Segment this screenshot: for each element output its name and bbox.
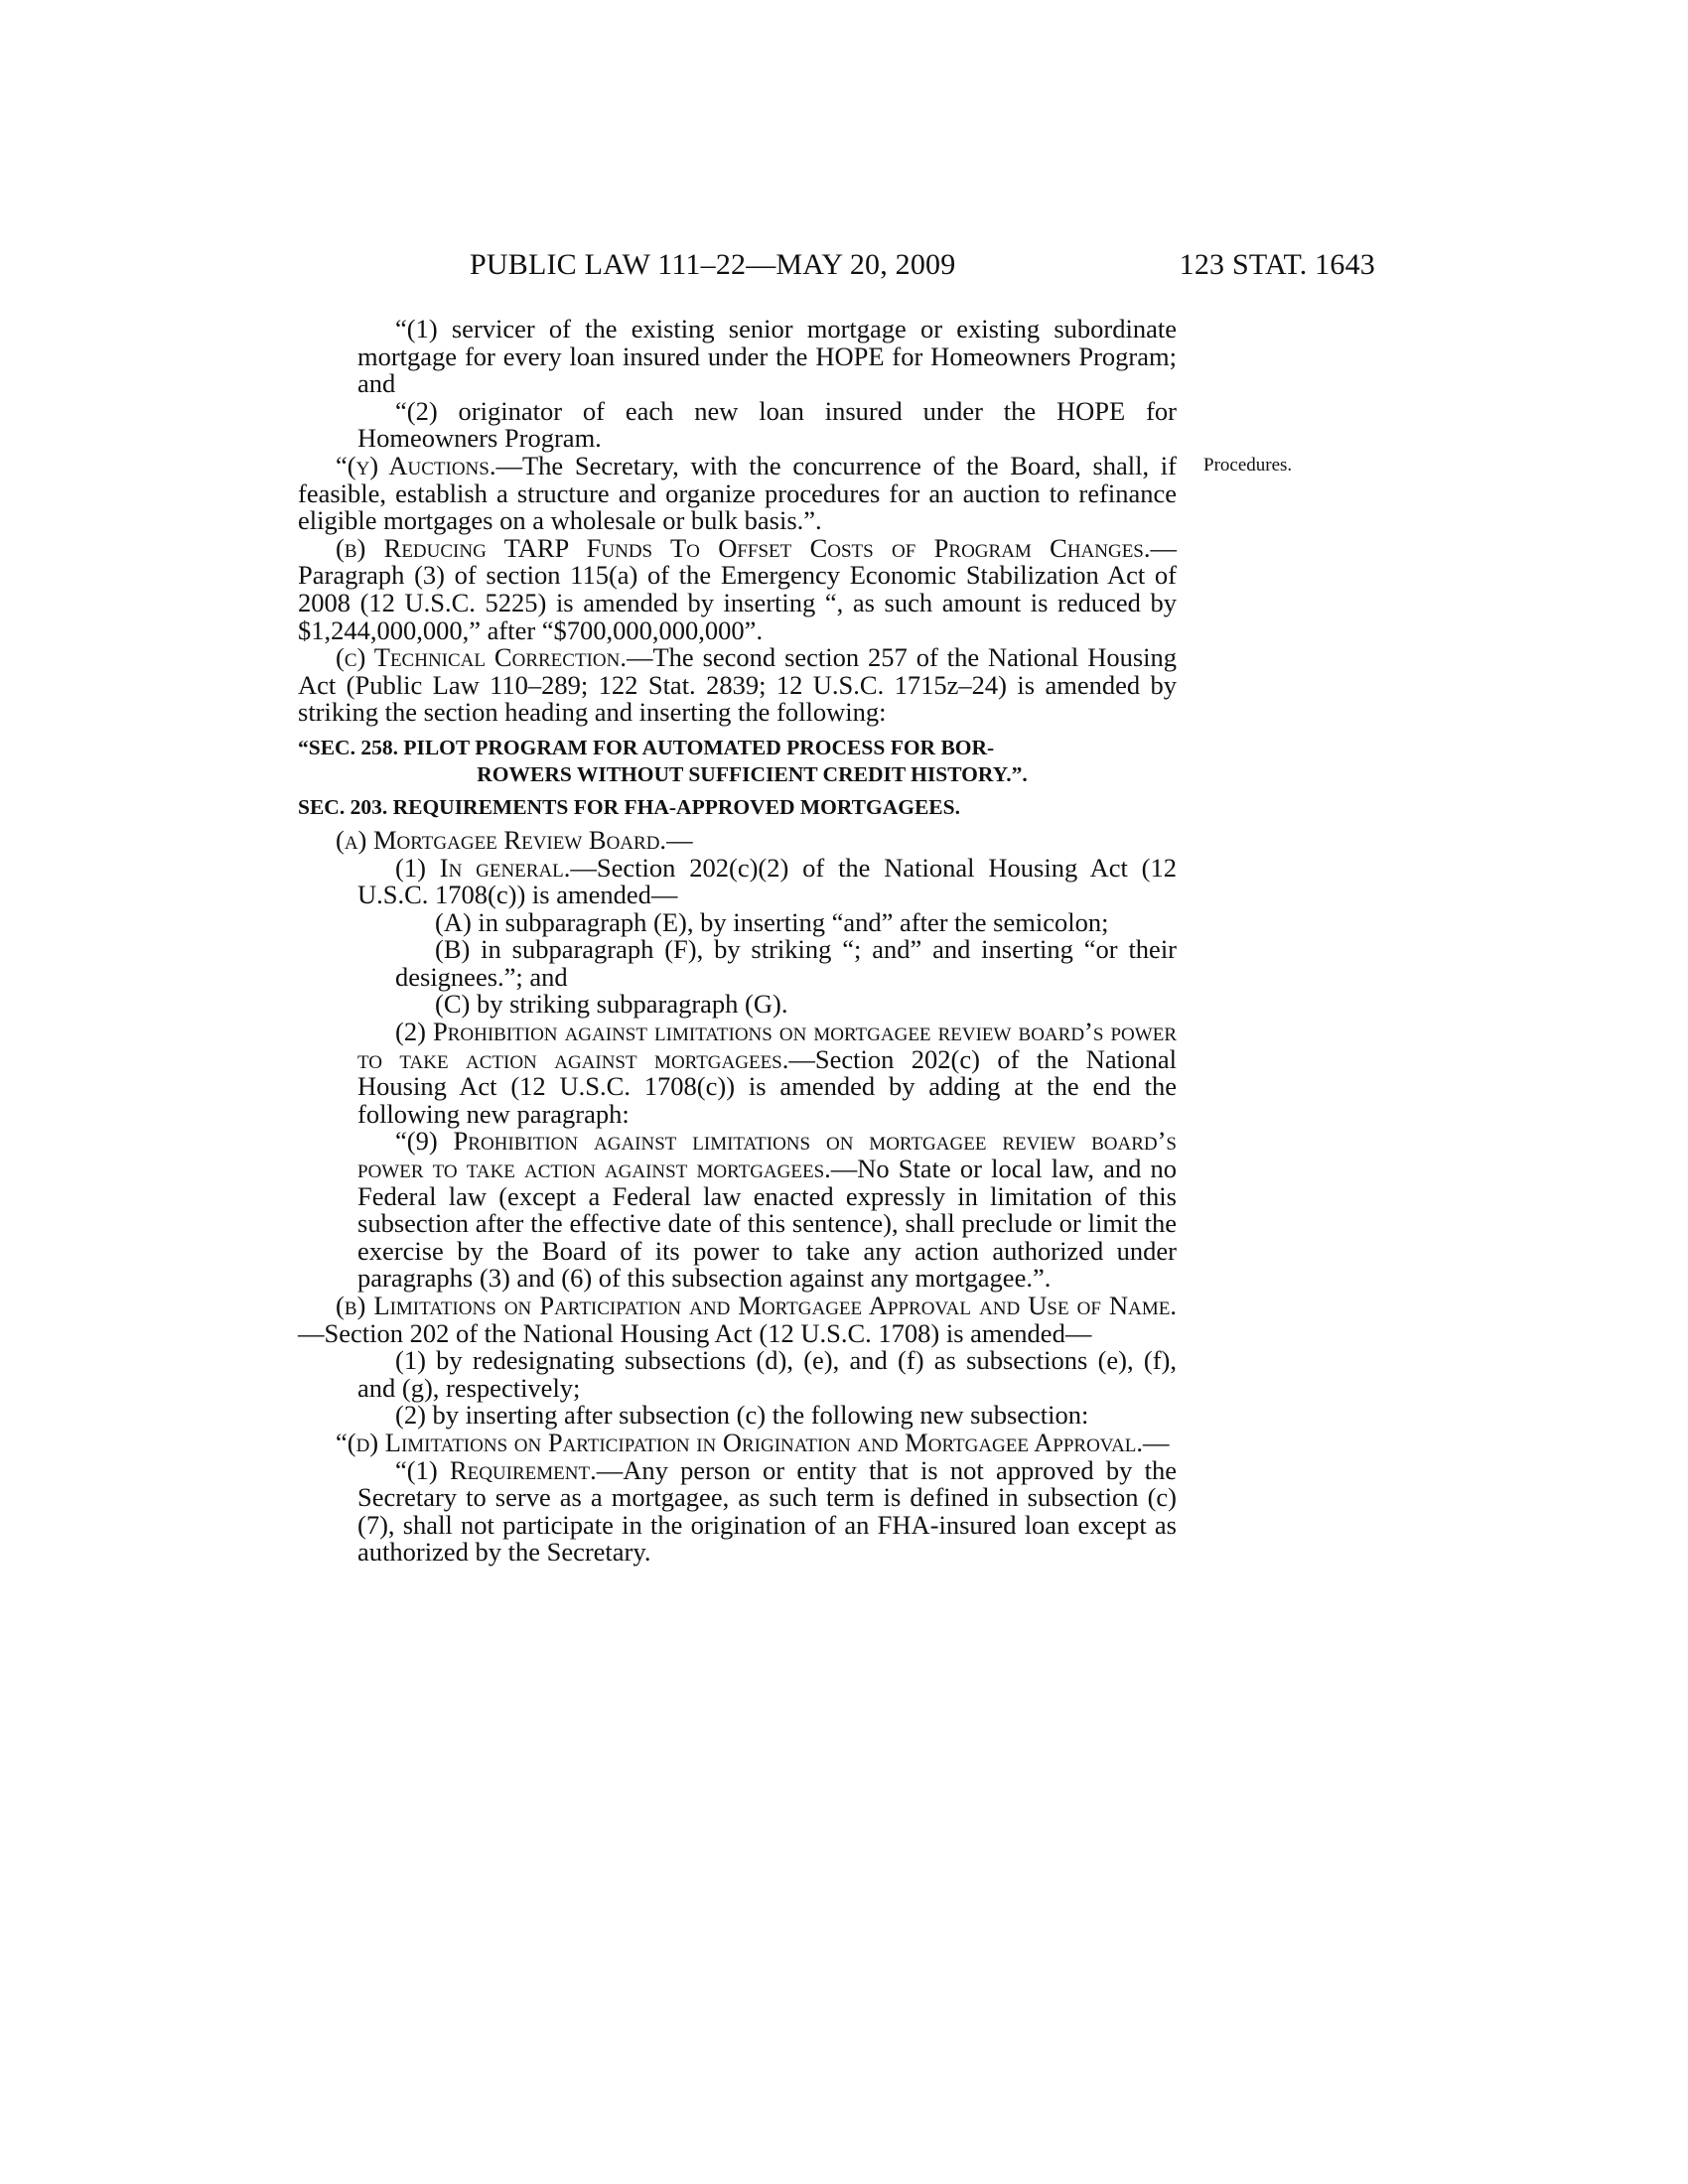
- paragraph-x1: “(1) servicer of the existing senior mortgage or existing subordinate mortgage for every loan insured under the HOPE for Homeowners Program; and: [357, 314, 1177, 399]
- heading-requirement: “(1) Requirement.: [395, 1454, 597, 1485]
- paragraph-d-limitations: [298, 1427, 1177, 1457]
- heading-prohibition: (2) Prohibition against limitations on mortgagee review board’s power to take action against mortgagees.: [357, 1017, 1177, 1074]
- page-header: [298, 248, 1375, 288]
- margin-note: Procedures.: [1203, 455, 1293, 476]
- paragraph-1-requirement: [298, 1454, 1177, 1568]
- paragraph-1-general: [298, 852, 1177, 910]
- paragraph-A: (A) in subparagraph (E), by inserting “and” after the semicolon;: [435, 906, 1109, 937]
- section-258-line2: ROWERS WITHOUT SUFFICIENT CREDIT HISTORY.”.: [477, 761, 1028, 786]
- heading-general: (1) In general.: [395, 852, 571, 883]
- heading-origination: “(d) Limitations on Participation in Origination and Mortgagee Approval.: [336, 1427, 1144, 1457]
- paragraph-x2: “(2) originator of each new loan insured under the HOPE for Homeowners Program.: [357, 395, 1177, 454]
- text-requirement: —Any person or entity that is not approved by the Secretary to serve as a mortgagee, as such term is defined in subsection (c)(7), shall not participate in the origination of an FHA-insured loan except as authorized by the Secretary.: [357, 1454, 1177, 1568]
- text-auctions: —The Secretary, with the concurrence of the Board, shall, if feasible, establish a structure and organize procedures for an auction to refinance eligible mortgages on a wholesale or bulk basis.”.: [298, 450, 1177, 536]
- paragraph-9-prohibition: [298, 1128, 1177, 1293]
- paragraph-2-inserting: (2) by inserting after subsection (c) the following new subsection:: [395, 1400, 1089, 1431]
- text-limitations: —Section 202 of the National Housing Act (12 U.S.C. 1708) is amended—: [298, 1317, 1092, 1348]
- text-prohibition: —Section 202(c) of the National Housing Act (12 U.S.C. 1708(c)) is amended by adding at the end the following new paragraph:: [357, 1043, 1177, 1129]
- heading-technical: (c) Technical Correction.: [336, 642, 627, 673]
- heading-limitations: (b) Limitations on Participation and Mortgagee Approval and Use of Name.: [336, 1291, 1177, 1320]
- text-origination: —: [1143, 1427, 1170, 1457]
- section-203-heading: SEC. 203. REQUIREMENTS FOR FHA-APPROVED MORTGAGEES.: [298, 794, 960, 819]
- text-technical: —The second section 257 of the National Housing Act (Public Law 110–289; 122 Stat. 2839; 12 U.S.C. 1715z–24) is amended by striking the section heading and inserting the following:: [298, 642, 1178, 728]
- paragraph-a-review-board: [298, 824, 1177, 855]
- running-head: PUBLIC LAW 111–22—MAY 20, 2009: [470, 248, 956, 281]
- heading-prohibition-9: “(9) Prohibition against limitations on mortgagee review board’s power to take action against mortgagees.: [357, 1126, 1177, 1184]
- paragraph-b-tarp: [298, 532, 1177, 645]
- text-general: —Section 202(c)(2) of the National Housing Act (12 U.S.C. 1708(c)) is amended—: [357, 852, 1177, 910]
- paragraph-c-technical: [298, 644, 1177, 727]
- heading-tarp: (b) Reducing TARP Funds To Offset Costs of Program Changes.: [336, 532, 1151, 563]
- text-prohibition-9: —No State or local law, and no Federal law (except a Federal law enacted expressly in limitation of this subsection after the effective date of this sentence), shall preclude or limit the exercise by the Board of its power to take any action authorized under paragraphs (3) and (6) of this subsection against any mortgagee.”.: [357, 1154, 1177, 1294]
- text-tarp: —Paragraph (3) of section 115(a) of the Emergency Economic Stabilization Act of 2008 (12 U.S.C. 5225) is amended by inserting “, as such amount is reduced by $1,244,000,000,” after “$700,000,000,000”.: [298, 532, 1177, 645]
- paragraph-y-auctions: [298, 450, 1177, 536]
- paragraph-1-redesignating: (1) by redesignating subsections (d), (e), and (f) as subsections (e), (f), and (g), respectively;: [357, 1345, 1177, 1403]
- paragraph-2-prohibition: [298, 1019, 1177, 1128]
- section-258-line1: “SEC. 258. PILOT PROGRAM FOR AUTOMATED PROCESS FOR BOR-: [298, 735, 995, 759]
- heading-auctions: “(y) Auctions.: [336, 450, 496, 480]
- section-258-heading: [298, 735, 1177, 788]
- paragraph-C: (C) by striking subparagraph (G).: [435, 989, 788, 1020]
- text-review-board: —: [666, 824, 693, 855]
- paragraph-b-limitations: [298, 1293, 1177, 1347]
- heading-review-board: (a) Mortgagee Review Board.: [336, 824, 667, 855]
- paragraph-B: (B) in subparagraph (F), by striking “; and” and inserting “or their designees.”; and: [395, 934, 1177, 992]
- document-body: [298, 316, 1177, 1567]
- page-number: 123 STAT. 1643: [1179, 248, 1375, 281]
